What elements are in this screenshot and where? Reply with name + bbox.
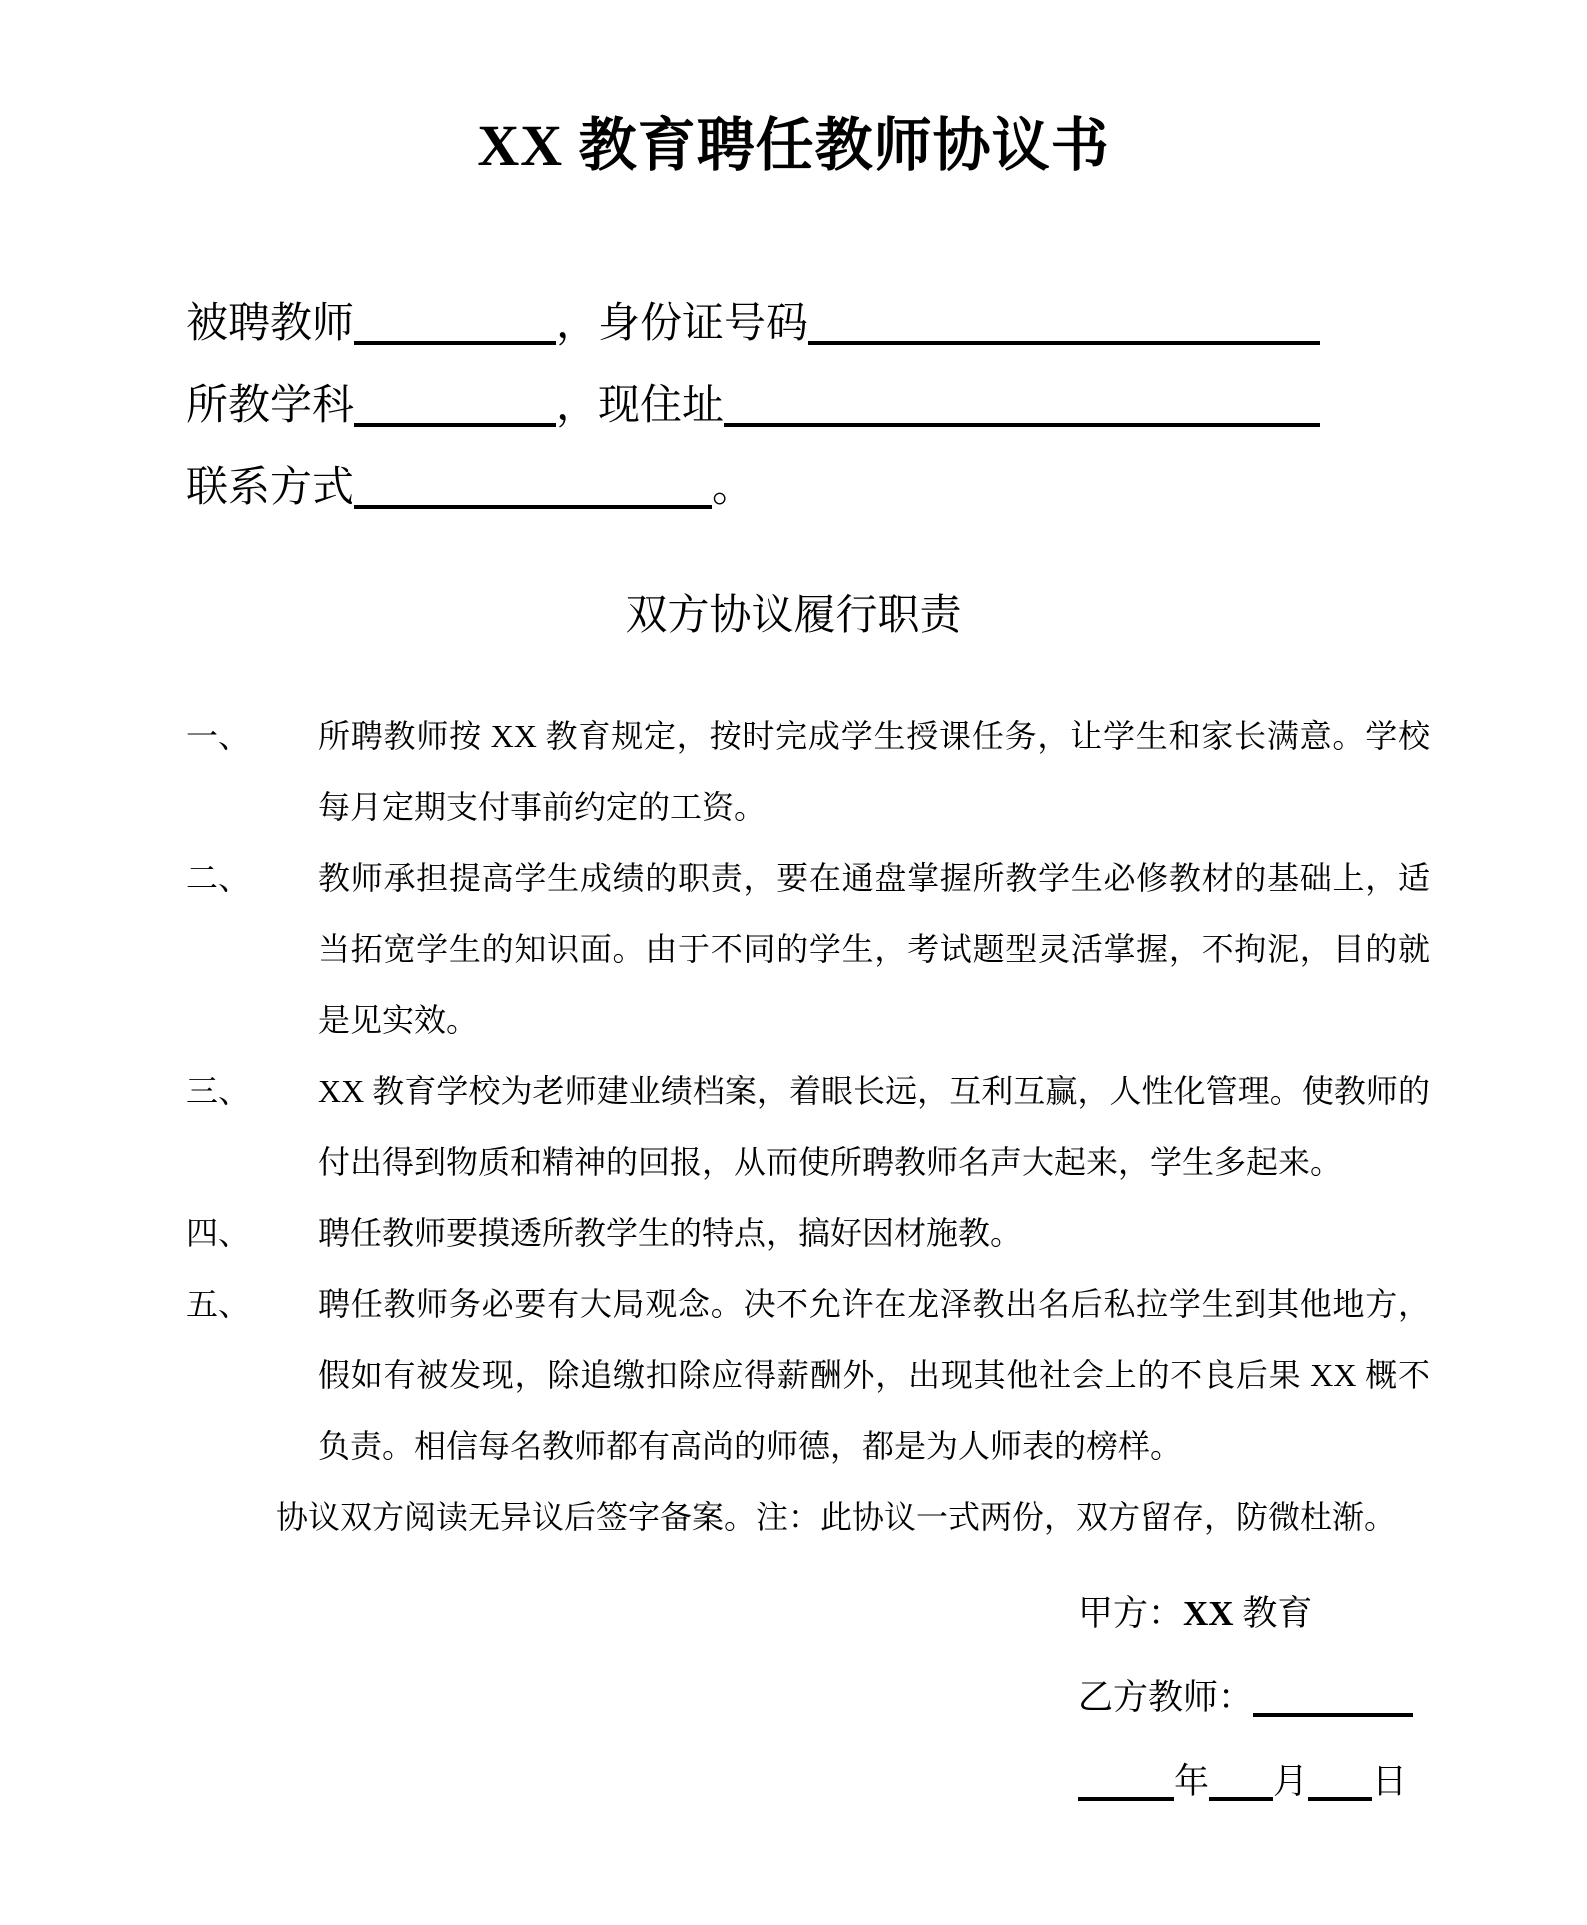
address-field[interactable] bbox=[724, 423, 1320, 427]
party-a-label: 甲方： bbox=[1078, 1594, 1184, 1633]
party-a-name-suffix: 教育 bbox=[1233, 1594, 1313, 1633]
day-field[interactable] bbox=[1308, 1797, 1372, 1801]
list-item bbox=[186, 1198, 1430, 1269]
month-label: 月 bbox=[1273, 1762, 1309, 1801]
list-item bbox=[186, 701, 1430, 843]
item-text: 聘任教师务必要有大局观念。决不允许在龙泽教出名后私拉学生到其他地方，假如有被发现，除追缴扣除应得薪酬外，出现其他社会上的不良后果 XX 概不负责。相信每名教师都有高尚的师德，都是为人师表的榜样。 bbox=[318, 1286, 1430, 1464]
subject-field[interactable] bbox=[354, 423, 556, 427]
id-number-field[interactable] bbox=[808, 341, 1320, 345]
hired-teacher-label: 被聘教师 bbox=[186, 301, 355, 347]
party-b-signature-field[interactable] bbox=[1253, 1713, 1413, 1717]
hired-teacher-field[interactable] bbox=[354, 341, 556, 345]
month-field[interactable] bbox=[1209, 1797, 1273, 1801]
item-number: 三、 bbox=[186, 1073, 251, 1109]
item-text: 聘任教师要摸透所教学生的特点，搞好因材施教。 bbox=[318, 1215, 1023, 1251]
item-number: 二、 bbox=[186, 860, 251, 896]
item-text: XX 教育学校为老师建业绩档案，着眼长远，互利互赢，人性化管理。使教师的付出得到物质和精神的回报，从而使所聘教师名声大起来，学生多起来。 bbox=[318, 1073, 1430, 1180]
year-field[interactable] bbox=[1078, 1797, 1174, 1801]
party-b-label: 乙方教师： bbox=[1078, 1678, 1254, 1717]
item-number: 四、 bbox=[186, 1215, 251, 1251]
item-text: 所聘教师按 XX 教育规定，按时完成学生授课任务，让学生和家长满意。学校每月定期支付事前约定的工资。 bbox=[318, 718, 1430, 825]
item-number: 一、 bbox=[186, 718, 251, 754]
period-mark: 。 bbox=[712, 465, 755, 511]
form-line-subject bbox=[186, 365, 1446, 447]
item-text: 教师承担提高学生成绩的职责，要在通盘掌握所教学生必修教材的基础上，适当拓宽学生的知识面。由于不同的学生，考试题型灵活掌握，不拘泥，目的就是见实效。 bbox=[318, 860, 1430, 1038]
item-number: 五、 bbox=[186, 1286, 251, 1322]
list-item bbox=[186, 843, 1430, 1056]
list-item bbox=[186, 1056, 1430, 1198]
section-heading: 双方协议履行职责 bbox=[625, 593, 962, 639]
separator-comma: ， bbox=[556, 301, 599, 347]
contact-label: 联系方式 bbox=[186, 465, 355, 511]
signature-block bbox=[1078, 1572, 1413, 1824]
document-title: XX 教育聘任教师协议书 bbox=[477, 113, 1110, 178]
closing-note: 协议双方阅读无异议后签字备案。注：此协议一式两份，双方留存，防微杜渐。 bbox=[276, 1499, 1397, 1535]
subject-label: 所教学科 bbox=[186, 383, 355, 429]
separator-comma: ， bbox=[556, 383, 599, 429]
party-a-name: XX bbox=[1183, 1594, 1234, 1633]
form-line-teacher bbox=[186, 283, 1446, 365]
contact-field[interactable] bbox=[354, 505, 712, 509]
fill-in-section bbox=[186, 283, 1446, 529]
form-line-contact bbox=[186, 447, 1446, 529]
year-label: 年 bbox=[1174, 1762, 1210, 1801]
party-b-line bbox=[1078, 1656, 1413, 1740]
duties-list bbox=[186, 701, 1430, 1553]
party-a-line bbox=[1078, 1572, 1413, 1656]
address-label: 现住址 bbox=[598, 383, 725, 429]
date-line bbox=[1078, 1740, 1413, 1824]
id-number-label: 身份证号码 bbox=[598, 301, 809, 347]
day-label: 日 bbox=[1372, 1762, 1408, 1801]
list-item bbox=[186, 1269, 1430, 1482]
